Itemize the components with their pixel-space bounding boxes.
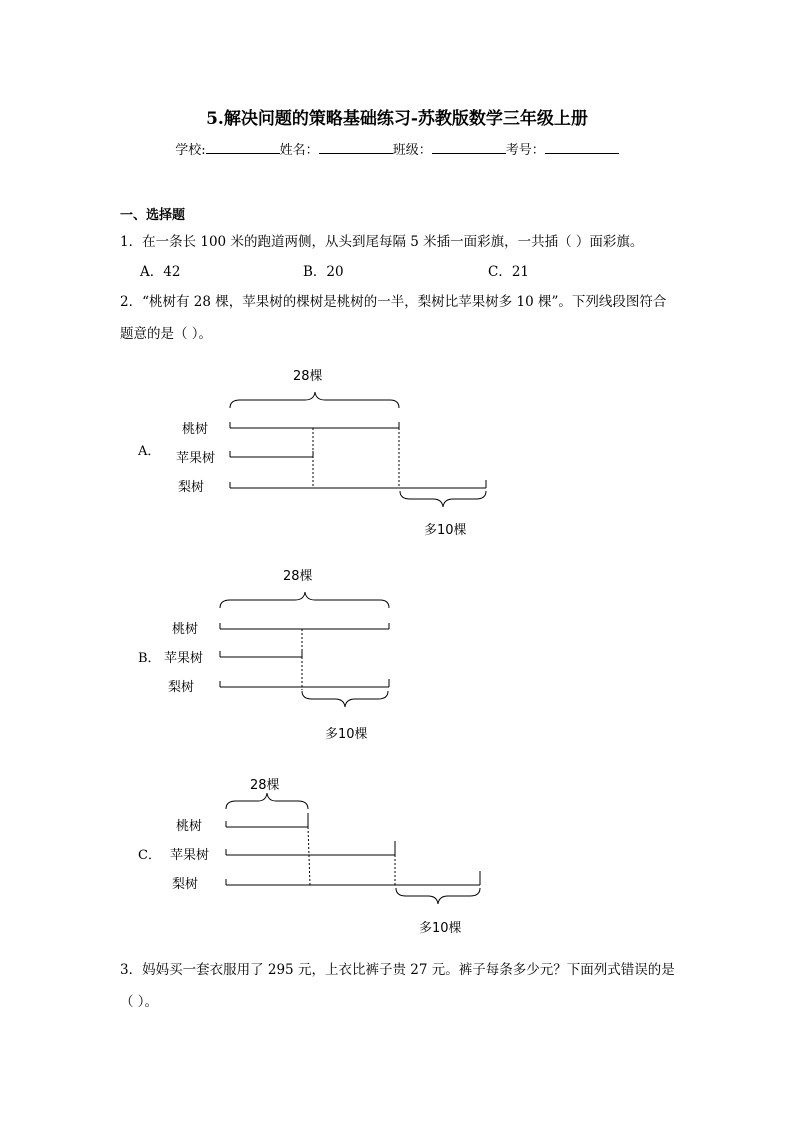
diagram-a-letter: A．	[138, 444, 161, 459]
school-label: 学校:	[175, 143, 206, 158]
diagram-c-dashed-guide	[308, 827, 310, 885]
diagram-b-total-label: 28棵	[283, 569, 313, 584]
diagram-a-bottom-brace	[400, 491, 486, 507]
section-heading-choice: 一、选择题	[120, 208, 186, 223]
diagram-c-row-peach: 桃树	[176, 819, 203, 834]
diagram-b-row-apple: 苹果树	[164, 651, 204, 666]
question-3-text-line1: 3．妈妈买一套衣服用了 295 元，上衣比裤子贵 27 元。裤子每条多少元？下面列式错误的是	[120, 962, 675, 978]
question-1-option-a[interactable]: A．42	[140, 264, 181, 280]
diagram-b-bottom-brace	[302, 691, 388, 707]
name-blank[interactable]	[319, 141, 393, 154]
page-title: 5.解决问题的策略基础练习-苏教版数学三年级上册	[206, 109, 588, 129]
diagram-c-total-label: 28棵	[250, 778, 280, 793]
question-1-option-c[interactable]: C．21	[488, 264, 530, 280]
number-blank[interactable]	[545, 141, 619, 154]
diagram-c-bottom-brace	[396, 888, 480, 904]
diagram-b-row-peach: 桃树	[172, 622, 199, 637]
diagram-a-row-apple: 苹果树	[176, 451, 216, 466]
diagram-a-row-peach: 桃树	[182, 422, 209, 437]
diagram-c-row-apple: 苹果树	[170, 848, 210, 863]
student-info-line	[0, 139, 794, 158]
number-label: 考号：	[505, 143, 545, 158]
question-1-option-b[interactable]: B．20	[303, 264, 344, 280]
diagram-b-more-label: 多10棵	[325, 727, 368, 742]
diagram-c-top-brace	[226, 793, 308, 809]
segment-diagram-b[interactable]	[0, 560, 794, 750]
diagram-a-total-label: 28棵	[293, 369, 323, 384]
diagram-c-more-label: 多10棵	[419, 921, 462, 936]
class-blank[interactable]	[432, 141, 506, 154]
diagram-c-letter: C．	[138, 848, 161, 863]
diagram-a-row-pear: 梨树	[178, 480, 205, 495]
segment-diagram-c[interactable]	[0, 765, 794, 945]
question-3-text-line2: （ ）。	[120, 994, 159, 1010]
diagram-a-more-label: 多10棵	[424, 523, 467, 538]
diagram-b-row-pear: 梨树	[168, 680, 195, 695]
school-blank[interactable]	[206, 141, 280, 154]
question-2-text-line1: 2．“桃树有 28 棵，苹果树的棵树是桃树的一半，梨树比苹果树多 10 棵”。下列线段图符合	[120, 294, 667, 310]
diagram-b-top-brace	[220, 592, 389, 608]
question-1-text: 1．在一条长 100 米的跑道两侧，从头到尾每隔 5 米插一面彩旗，一共插（ ）面彩旗。	[120, 234, 644, 250]
diagram-b-letter: B．	[138, 651, 161, 666]
diagram-a-top-brace	[230, 392, 399, 408]
question-2-text-line2: 题意的是（ ）。	[120, 326, 213, 342]
segment-diagram-a[interactable]	[0, 360, 794, 550]
name-label: 姓名：	[279, 143, 319, 158]
class-label: 班级：	[392, 143, 432, 158]
diagram-c-row-pear: 梨树	[172, 877, 199, 892]
